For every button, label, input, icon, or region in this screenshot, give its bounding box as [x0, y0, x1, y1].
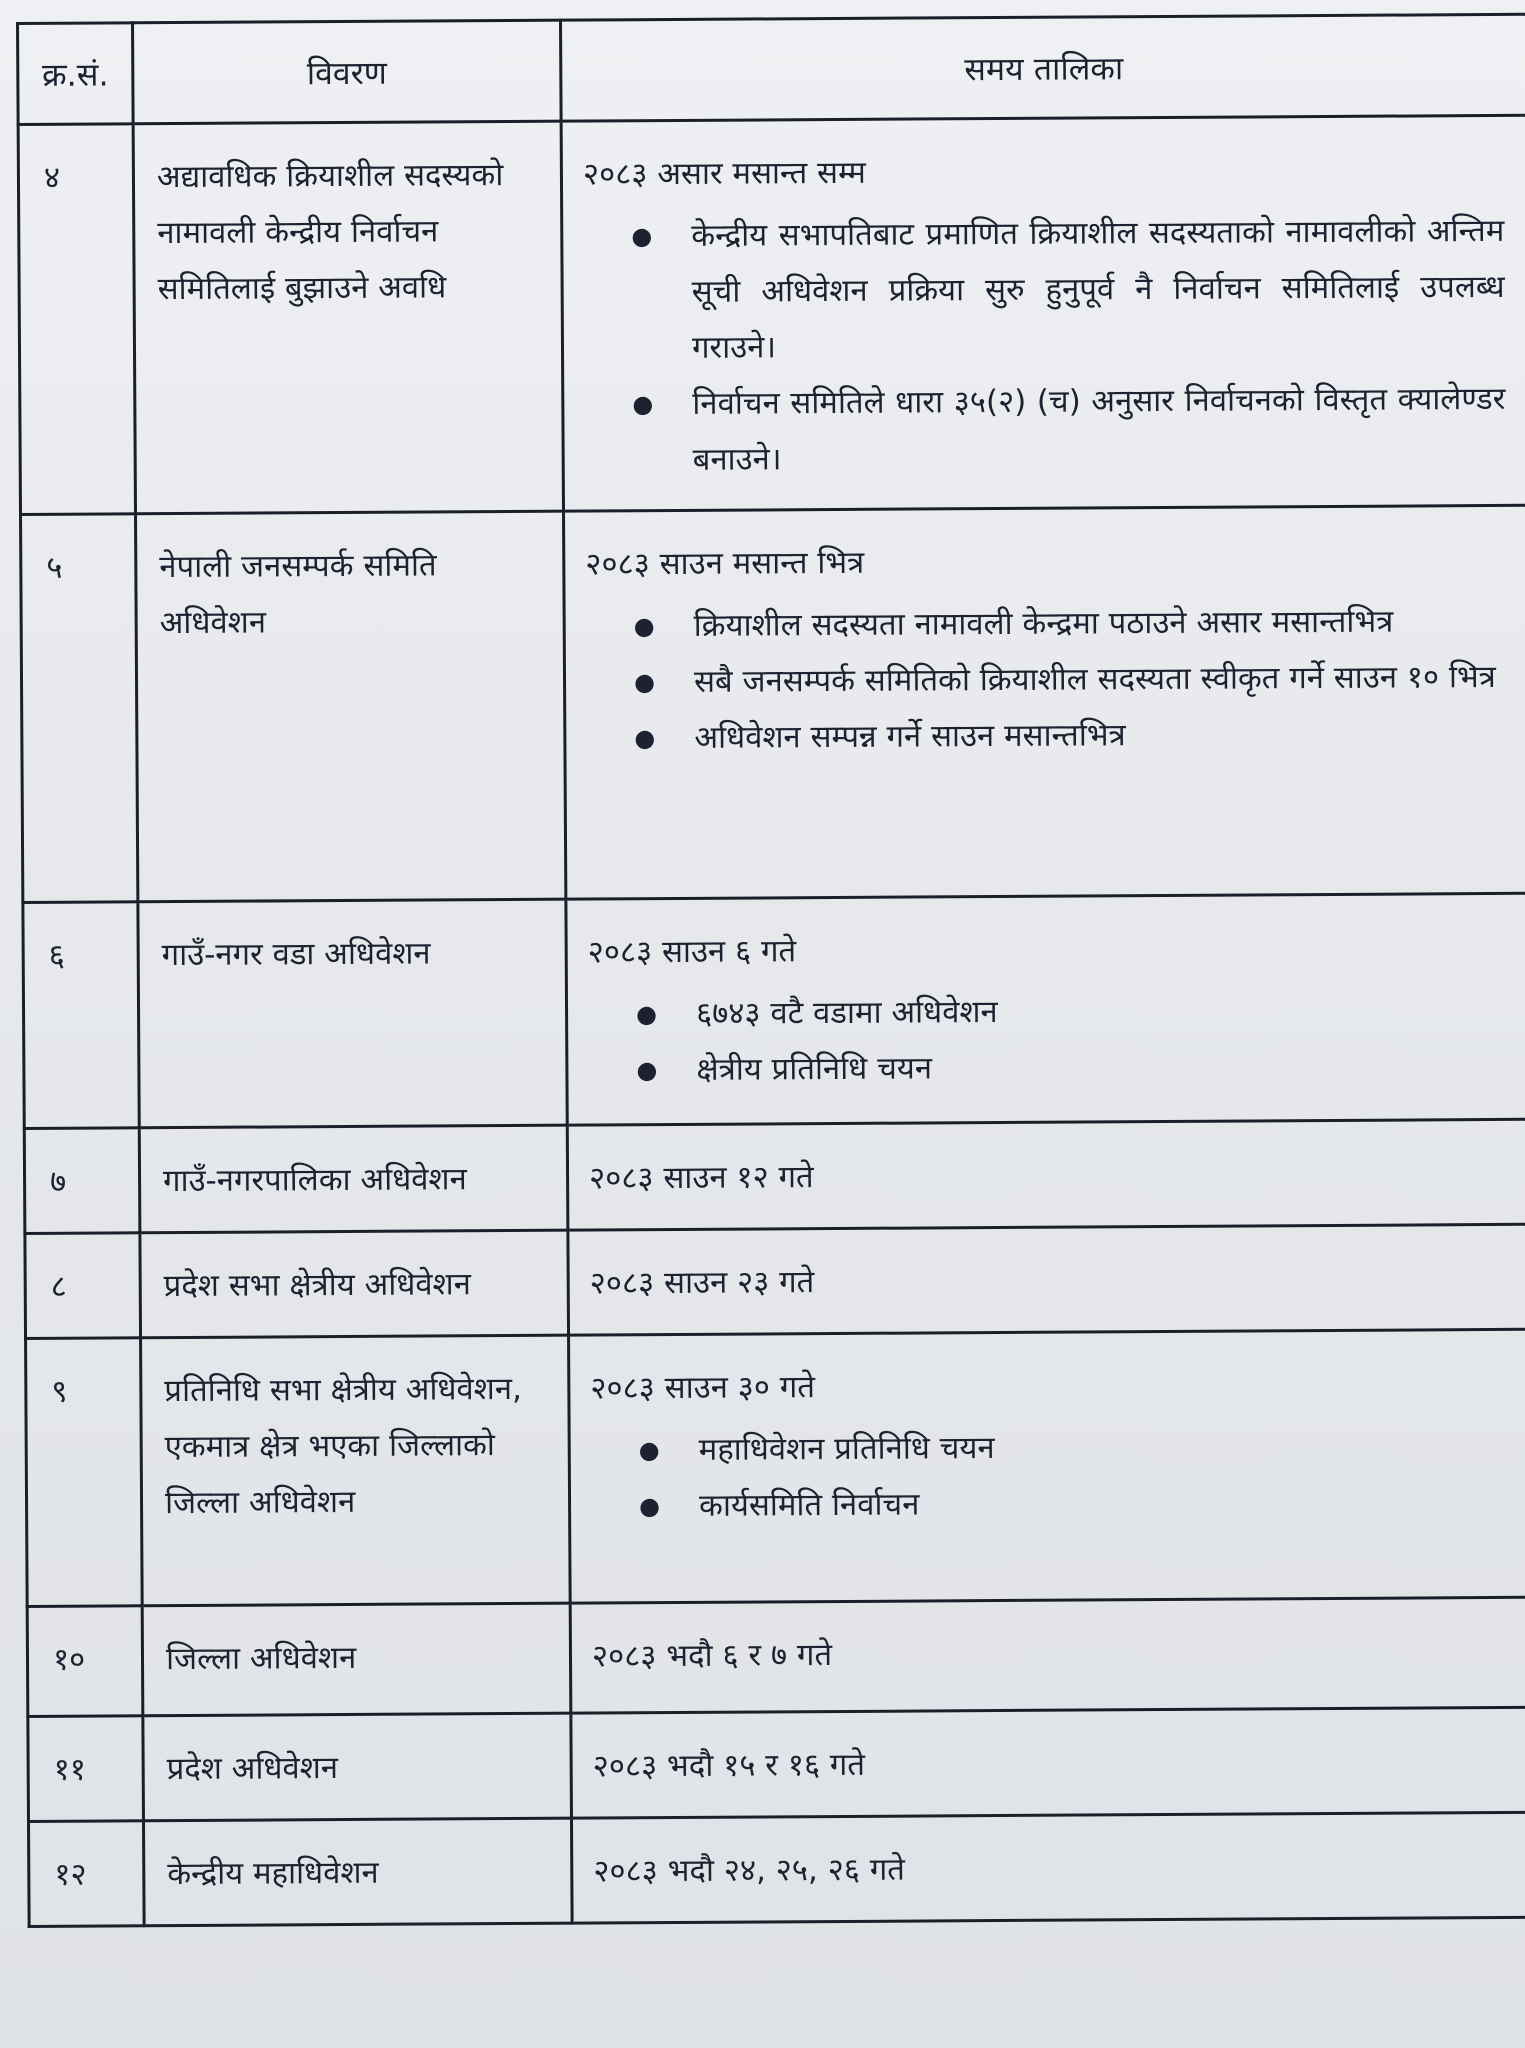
serial-number-cell: ७	[24, 1128, 140, 1234]
point-text: क्रियाशील सदस्यता नामावली केन्द्रमा पठाउने असार मसान्तभित्र	[693, 603, 1394, 644]
bullet-icon: ●	[638, 1436, 660, 1465]
bullet-icon: ●	[633, 668, 656, 697]
bullet-icon: ●	[631, 222, 653, 251]
description-cell: प्रदेश सभा क्षेत्रीय अधिवेशन	[140, 1230, 569, 1338]
schedule-cell	[568, 1224, 1525, 1335]
point-text: ६७४३ वटै वडामा अधिवेशन	[695, 994, 998, 1032]
table-row	[24, 1119, 1525, 1233]
serial-number-cell: ८	[25, 1233, 141, 1339]
header-schedule: समय तालिका	[560, 14, 1525, 121]
point-text: निर्वाचन समितिले धारा ३५(२) (च) अनुसार निर्वाचनको विस्तृत क्यालेण्डर बनाउने।	[692, 380, 1506, 478]
point-text: महाधिवेशन प्रतिनिधि चयन	[698, 1430, 995, 1468]
list-item	[634, 705, 1507, 766]
schedule-date: २०८३ साउन १२ गते	[588, 1159, 814, 1197]
list-item	[634, 649, 1507, 710]
bullet-icon: ●	[636, 1056, 658, 1085]
description-cell: प्रदेश अधिवेशन	[143, 1713, 572, 1821]
table-row	[28, 1707, 1525, 1821]
bullet-icon: ●	[633, 612, 655, 641]
schedule-points	[586, 593, 1508, 767]
list-item	[639, 1473, 1512, 1534]
bullet-icon: ●	[634, 724, 656, 753]
description-cell: गाउँ-नगरपालिका अधिवेशन	[139, 1125, 568, 1233]
table-row	[21, 505, 1525, 902]
header-serial-number: क्र.सं.	[18, 23, 134, 125]
point-text: क्षेत्रीय प्रतिनिधि चयन	[696, 1050, 933, 1088]
table-header-row	[18, 14, 1525, 124]
schedule-date: २०८३ असार मसान्त सम्म	[582, 154, 866, 193]
table-row	[28, 1812, 1525, 1926]
schedule-cell	[571, 1812, 1525, 1923]
schedule-table	[16, 13, 1525, 1928]
schedule-points	[591, 1417, 1513, 1535]
table-row	[25, 1224, 1525, 1338]
serial-number-cell: १२	[28, 1821, 144, 1927]
schedule-date: २०८३ साउन ६ गते	[587, 933, 797, 971]
schedule-date: २०८३ भदौ २४, २५, २६ गते	[593, 1851, 906, 1890]
bullet-icon: ●	[635, 1000, 658, 1029]
description-cell: जिल्ला अधिवेशन	[142, 1603, 571, 1716]
table-row	[26, 1329, 1525, 1606]
header-description: विवरण	[133, 20, 562, 124]
schedule-date: २०८३ साउन २३ गते	[589, 1264, 815, 1302]
point-text: सबै जनसम्पर्क समितिको क्रियाशील सदस्यता स्वीकृत गर्ने साउन १० भित्र	[693, 658, 1496, 700]
schedule-date: २०८३ भदौ ६ र ७ गते	[591, 1637, 833, 1675]
description-cell: प्रतिनिधि सभा क्षेत्रीय अधिवेशन, एकमात्र क्षेत्र भएका जिल्लाको जिल्ला अधिवेशन	[141, 1335, 571, 1606]
list-item	[636, 981, 1509, 1042]
point-text: अधिवेशन सम्पन्न गर्ने साउन मसान्तभित्र	[694, 717, 1126, 756]
list-item	[636, 1037, 1509, 1098]
description-cell: केन्द्रीय महाधिवेशन	[143, 1818, 572, 1926]
point-text: कार्यसमिति निर्वाचन	[698, 1486, 920, 1524]
description-cell: अद्यावधिक क्रियाशील सदस्यको नामावली केन्द्रीय निर्वाचन समितिलाई बुझाउने अवधि	[133, 121, 563, 514]
schedule-points	[583, 203, 1506, 489]
schedule-cell	[567, 1119, 1525, 1230]
schedule-points	[588, 981, 1510, 1099]
list-item	[634, 593, 1507, 654]
table-row	[18, 115, 1525, 514]
table-row	[27, 1597, 1525, 1716]
serial-number-cell: १०	[27, 1606, 143, 1717]
serial-number-cell: ४	[18, 124, 135, 515]
serial-number-cell: ६	[23, 902, 139, 1129]
list-item	[632, 371, 1506, 488]
bullet-icon: ●	[638, 1492, 661, 1521]
schedule-date: २०८३ साउन ३० गते	[590, 1369, 816, 1407]
serial-number-cell: ११	[28, 1716, 144, 1822]
serial-number-cell: ५	[21, 514, 138, 903]
bullet-icon: ●	[632, 390, 654, 419]
schedule-date: २०८३ भदौ १५ र १६ गते	[592, 1746, 866, 1785]
description-cell: नेपाली जनसम्पर्क समिति अधिवेशन	[136, 511, 566, 902]
table-row	[23, 893, 1525, 1128]
serial-number-cell: ९	[26, 1338, 143, 1607]
list-item	[639, 1417, 1512, 1478]
schedule-cell	[570, 1597, 1525, 1713]
schedule-cell	[561, 115, 1525, 511]
schedule-cell	[566, 893, 1525, 1125]
description-cell: गाउँ-नगर वडा अधिवेशन	[138, 899, 567, 1128]
list-item	[631, 203, 1505, 376]
schedule-cell	[571, 1707, 1525, 1818]
schedule-sheet	[16, 13, 1525, 1928]
schedule-date: २०८३ साउन मसान्त भित्र	[585, 544, 865, 583]
schedule-cell	[563, 505, 1525, 899]
schedule-cell	[569, 1329, 1525, 1603]
point-text: केन्द्रीय सभापतिबाट प्रमाणित क्रियाशील सदस्यताको नामावलीको अन्तिम सूची अधिवेशन प्रक्रिया सुरु हुनुपूर्व नै निर्वाचन समितिलाई उपलब्ध गराउने।	[691, 212, 1505, 366]
